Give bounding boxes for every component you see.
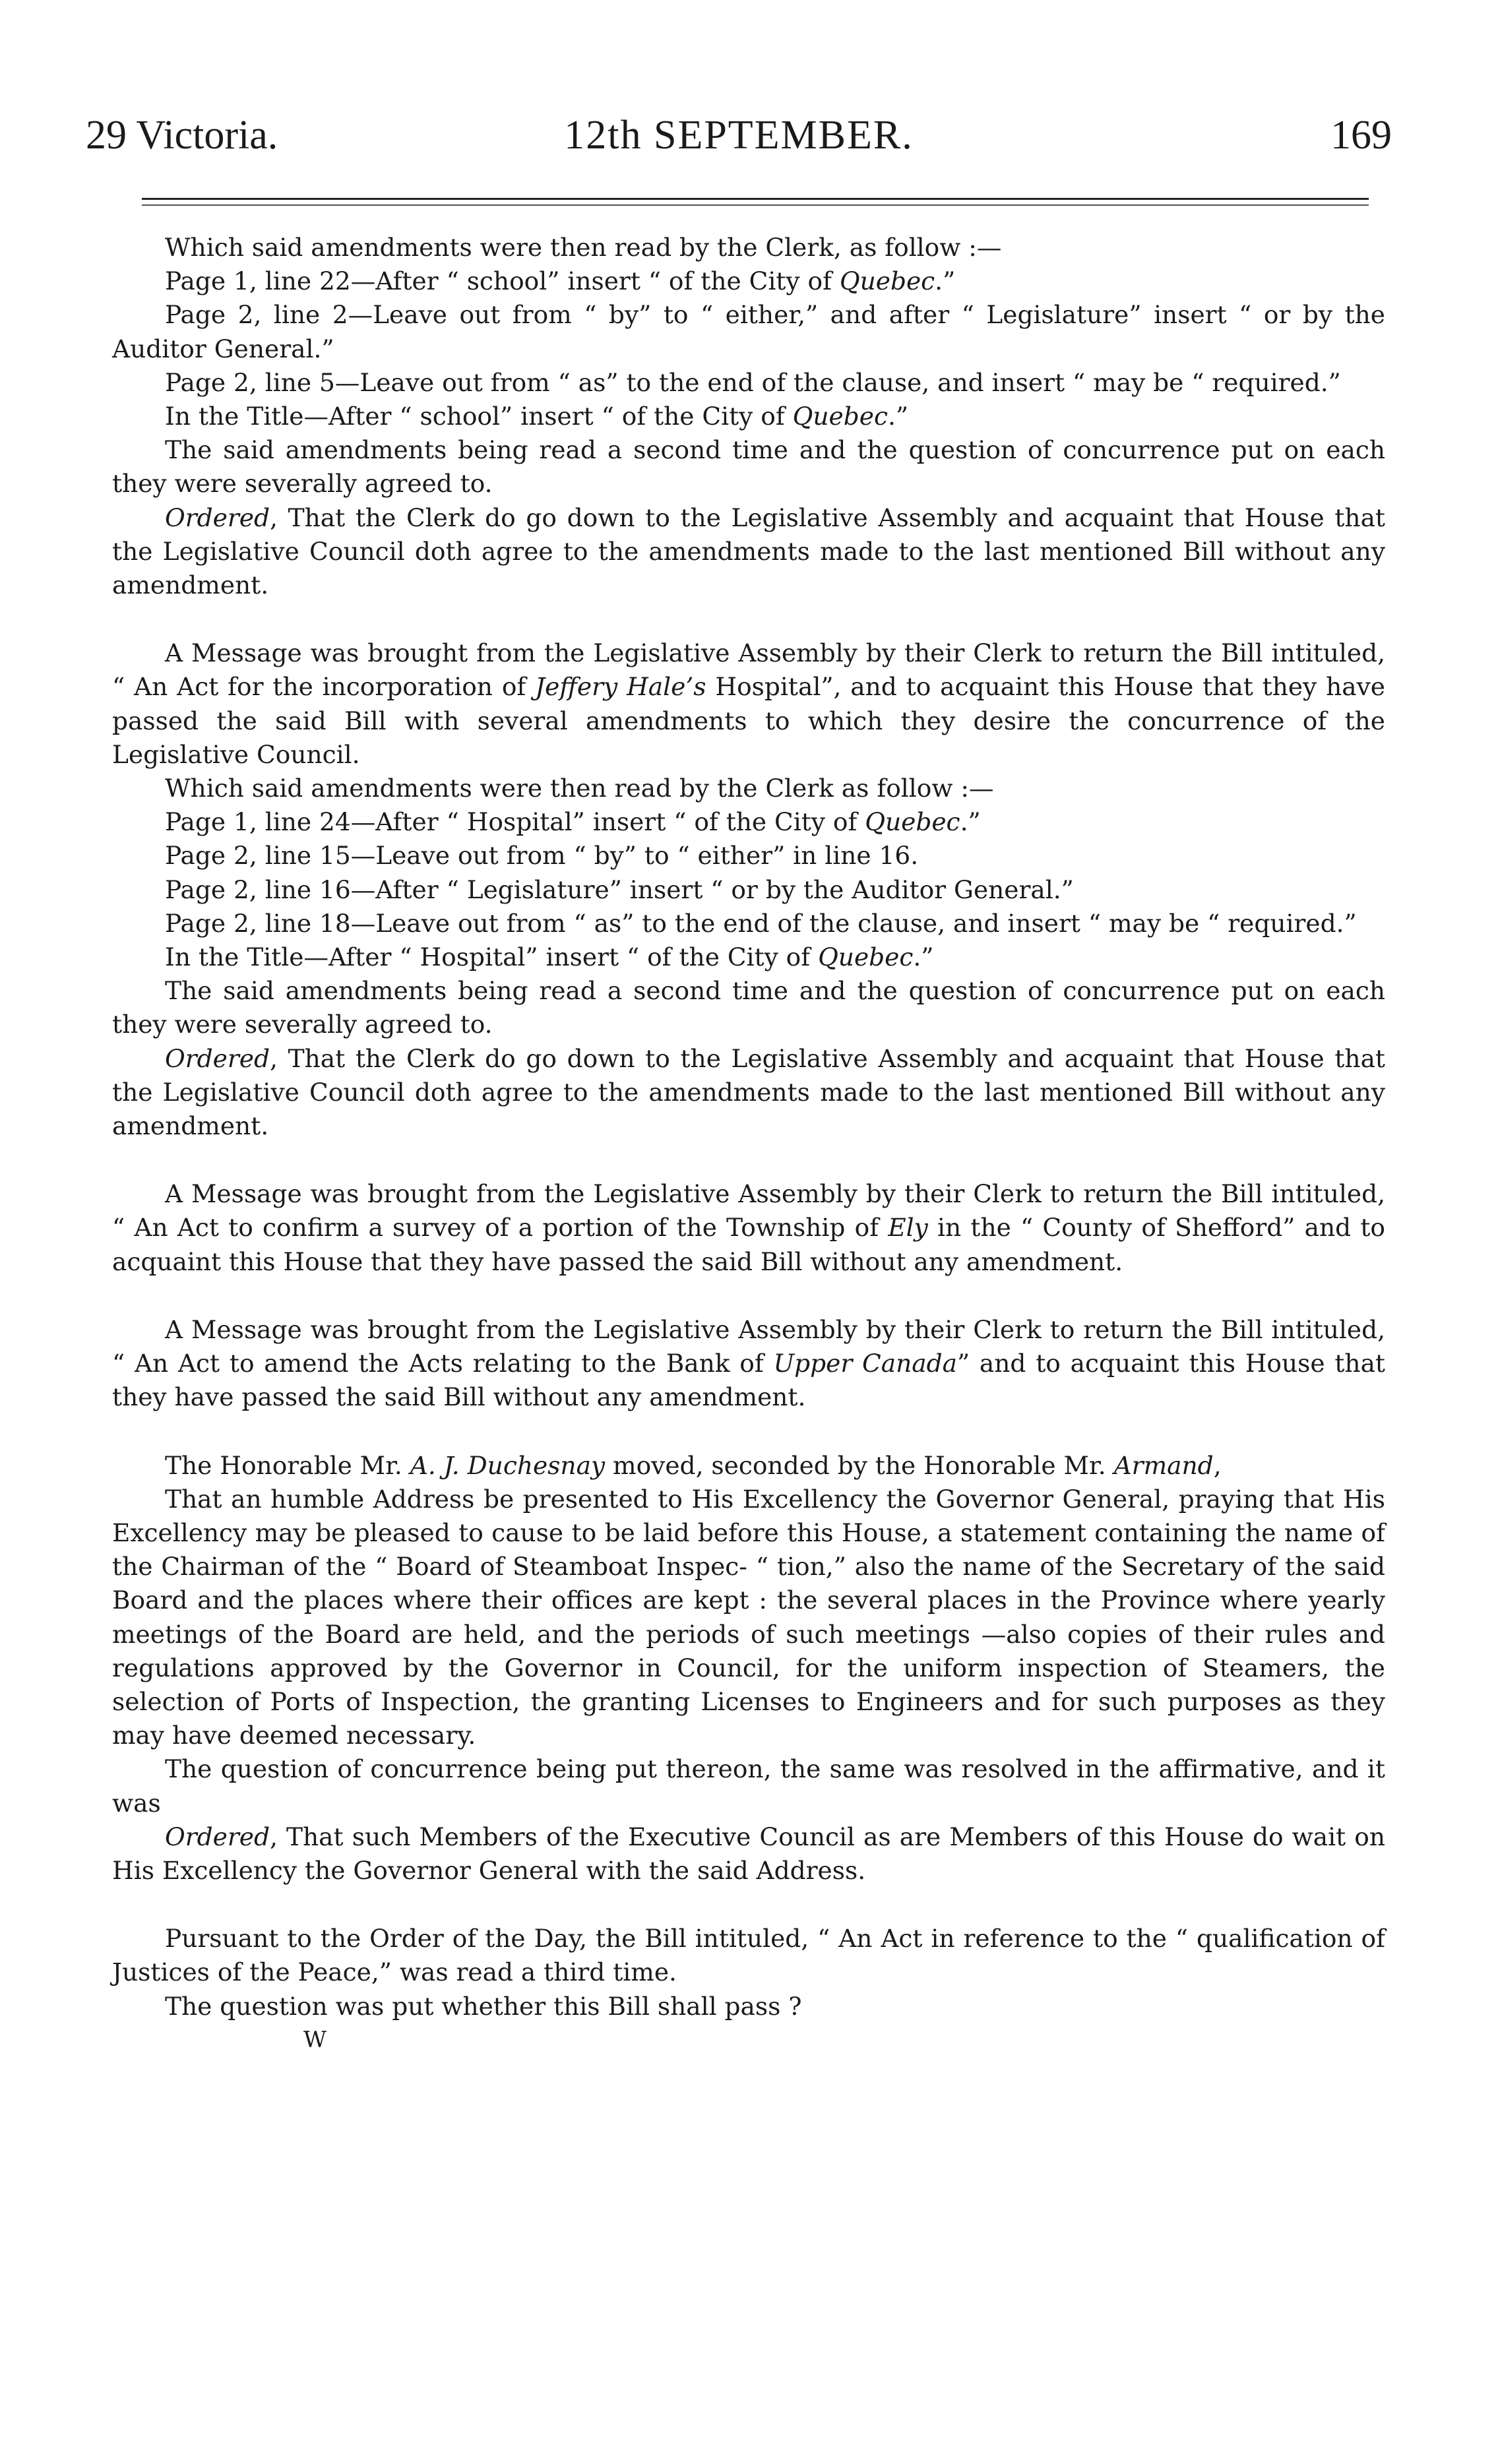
paragraph: The question of concurrence being put thereon, the same was resolved in the affirmative, and it was (112, 1754, 1385, 1818)
paragraph: In the Title—After “ school” insert “ of the City of Quebec.” (165, 402, 909, 431)
paragraph: Ordered, That the Clerk do go down to the Legislative Assembly and acquaint that House that the Legislative Council doth agree to the amendments made to the last mentioned Bill without any amendment. (112, 1043, 1385, 1141)
paragraph: Page 2, line 5—Leave out from “ as” to the end of the clause, and insert “ may be “ required.” (165, 367, 1341, 397)
paragraph: The question was put whether this Bill shall pass ? (165, 1991, 802, 2021)
paragraph: That an humble Address be presented to His Excellency the Governor General, praying that His Excellency may be pleased to cause to be laid before this House, a statement containing the name of the Chairman of the “ Board of Steamboat Inspec- “ tion,” also the name of the Secretary of the said Board and the places where their offices are kept : the several places in the Province where yearly meetings of the Board are held, and the periods of such meetings —also copies of their rules and regulations approved by the Governor in Council, for the uniform inspection of Steamers, the selection of Ports of Inspection, the granting Licenses to Engineers and for such purposes as they may have deemed necessary. (112, 1484, 1385, 1750)
paragraph: The said amendments being read a second time and the question of concurrence put on each they were severally agreed to. (112, 435, 1385, 499)
document-body (112, 231, 1385, 2057)
signature-mark: W (303, 2026, 327, 2053)
page-header (86, 112, 1392, 171)
paragraph: Page 2, line 15—Leave out from “ by” to “ either” in line 16. (165, 841, 919, 871)
paragraph: A Message was brought from the Legislative Assembly by their Clerk to return the Bill intituled, “ An Act to amend the Acts relating to the Bank of Upper Canada” and to acquaint this House that they have passed the said Bill without any amendment. (112, 1314, 1385, 1412)
paragraph: Page 2, line 16—After “ Legislature” insert “ or by the Auditor General.” (165, 875, 1074, 904)
paragraph: A Message was brought from the Legislative Assembly by their Clerk to return the Bill intituled, “ An Act to confirm a survey of a portion of the Township of Ely in the “ County of Shefford” and to acquaint this House that they have passed the said Bill without any amendment. (112, 1179, 1385, 1276)
paragraph: A Message was brought from the Legislative Assembly by their Clerk to return the Bill intituled, “ An Act for the incorporation of Jeffery Hale’s Hospital”, and to acquaint this House that they have passed the said Bill with several amendments to which they desire the concurrence of the Legislative Council. (112, 638, 1385, 769)
paragraph: Ordered, That the Clerk do go down to the Legislative Assembly and acquaint that House that the Legislative Council doth agree to the amendments made to the last mentioned Bill without any amendment. (112, 503, 1385, 600)
paragraph: Page 2, line 18—Leave out from “ as” to the end of the clause, and insert “ may be “ required.” (165, 908, 1357, 938)
page-number: 169 (1330, 113, 1392, 158)
header-date: 12th SEPTEMBER. (564, 113, 914, 158)
paragraph: Page 2, line 2—Leave out from “ by” to “ either,” and after “ Legislature” insert “ or by the Auditor General.” (112, 300, 1385, 363)
header-regnal-year: 29 Victoria. (86, 113, 278, 158)
header-rule-top (142, 198, 1369, 200)
paragraph: Ordered, That such Members of the Executive Council as are Members of this House do wait on His Excellency the Governor General with the said Address. (112, 1822, 1385, 1885)
paragraph: Page 1, line 22—After “ school” insert “ of the City of Quebec.” (165, 266, 956, 296)
paragraph: Pursuant to the Order of the Day, the Bill intituled, “ An Act in reference to the “ qualification of Justices of the Peace,” was read a third time. (112, 1924, 1385, 1987)
paragraph: Page 1, line 24—After “ Hospital” insert “ of the City of Quebec.” (165, 807, 981, 837)
paragraph: The said amendments being read a second time and the question of concurrence put on each they were severally agreed to. (112, 976, 1385, 1039)
paragraph: The Honorable Mr. A. J. Duchesnay moved, seconded by the Honorable Mr. Armand, (165, 1450, 1222, 1480)
paragraph: Which said amendments were then read by the Clerk, as follow :— (165, 233, 1002, 262)
paragraph: Which said amendments were then read by the Clerk as follow :— (165, 774, 994, 803)
paragraph: In the Title—After “ Hospital” insert “ of the City of Quebec.” (165, 942, 934, 972)
header-rule-bottom (142, 204, 1369, 206)
